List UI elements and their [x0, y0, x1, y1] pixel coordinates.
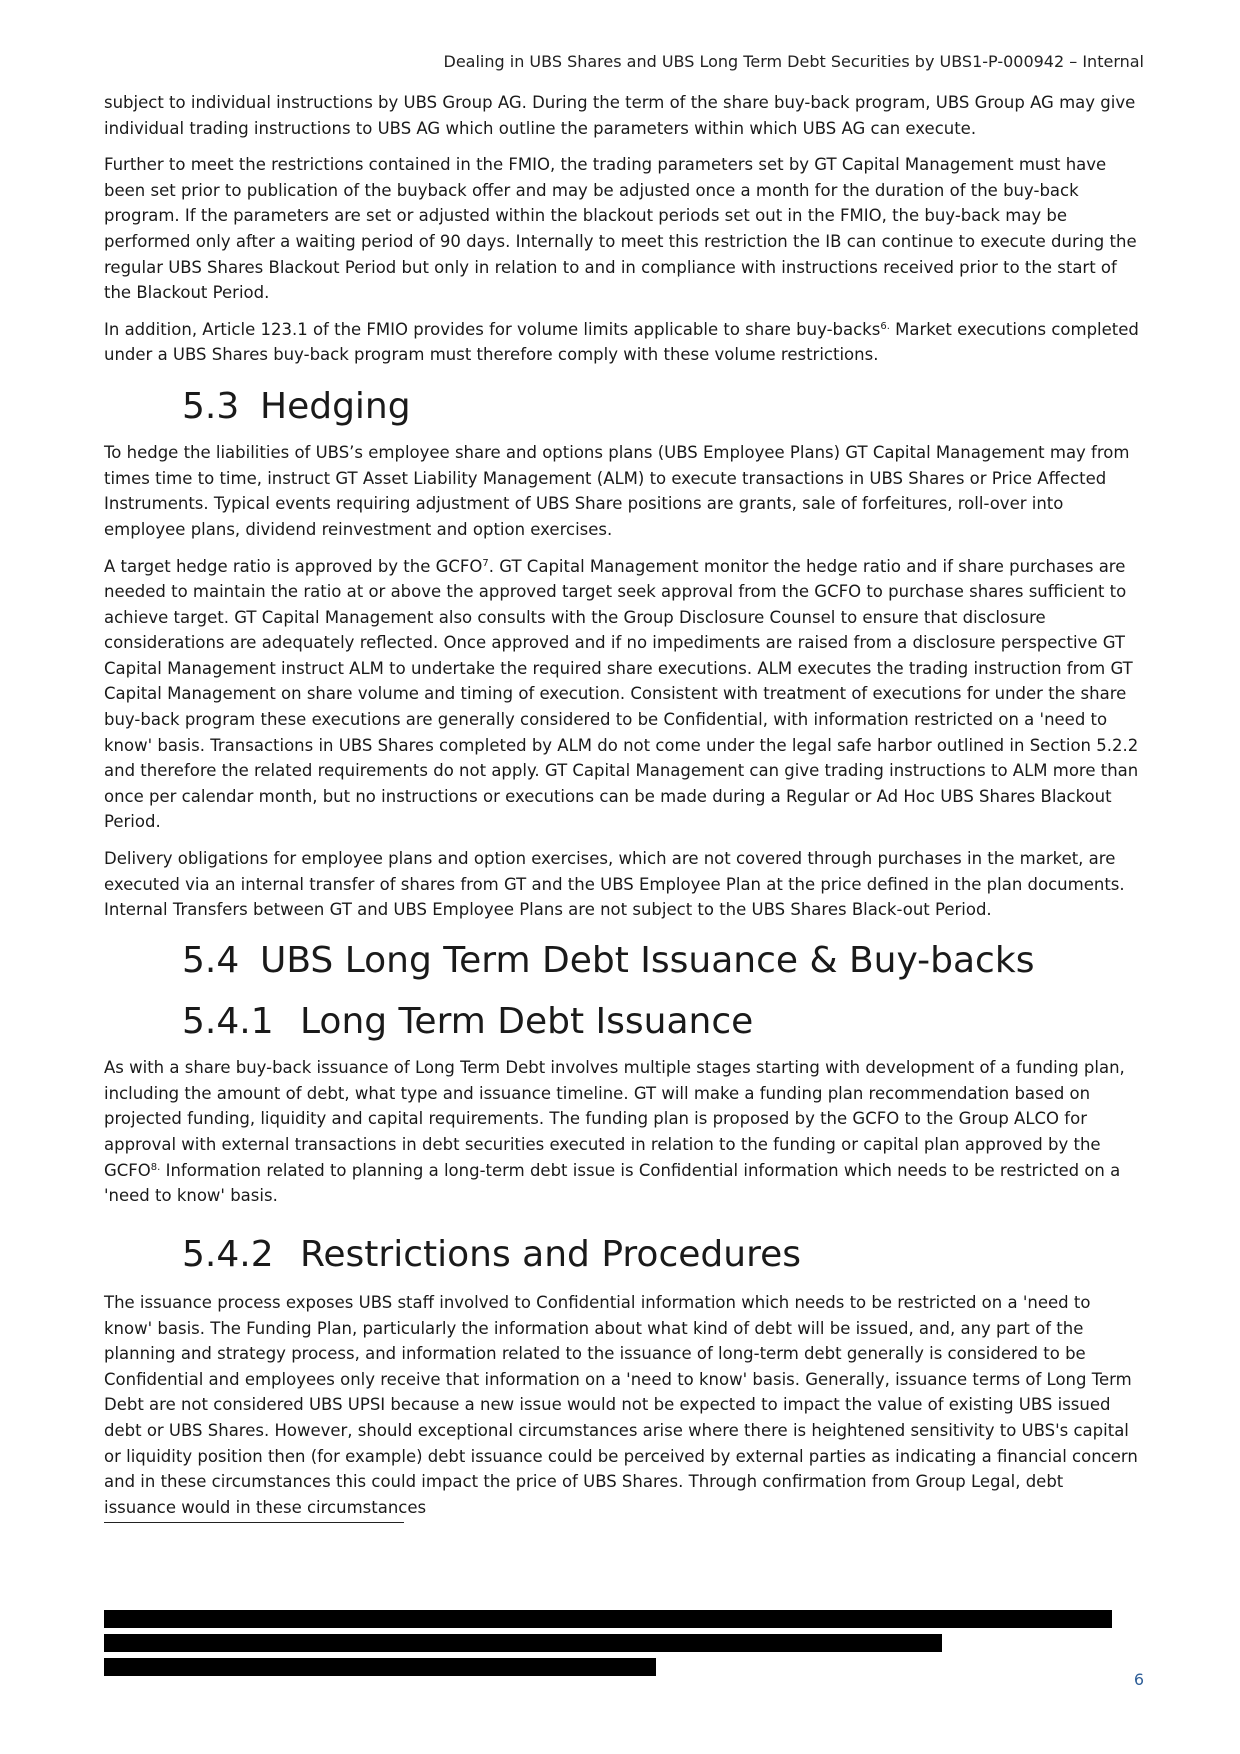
page-number: 6 — [1133, 1670, 1144, 1689]
paragraph-delivery-obligations: Delivery obligations for employee plans and option exercises, which are not covered through purchases in the market, are executed via an internal transfer of shares from GT and the UBS Employee Plan at the price defined in the plan documents. Internal Transfers between GT and UBS Employee Plans are not subject to the UBS Shares Black-out Period. — [104, 849, 1125, 920]
heading-title: Long Term Debt Issuance — [300, 1001, 754, 1042]
text-run: As with a share buy-back issuance of Long Term Debt involves multiple stages starting with development of a funding plan, including the amount of debt, what type and issuance timeline. GT will make a funding plan recommendation based on projected funding, liquidity and capital requirements. The funding plan is proposed by the GCFO to the Group ALCO for approval with external transactions in debt securities executed in relation to the funding or capital plan approved by the GCFO — [104, 1058, 1125, 1180]
paragraph-restrictions: The issuance process exposes UBS staff involved to Confidential information which needs to be restricted on a 'need to know' basis. The Funding Plan, particularly the information about what kind of debt will be issued, and, any part of the planning and strategy process, and information related to the issuance of long-term debt generally is considered to be Confidential and employees only receive that information on a 'need to know' basis. Generally, issuance terms of Long Term Debt are not considered UBS UPSI because a new issue would not be expected to impact the value of existing UBS issued debt or UBS Shares. However, should exceptional circumstances arise where there is heightened sensitivity to UBS's capital or liquidity position then (for example) debt issuance could be perceived by external parties as indicating a financial concern and in these circumstances this could impact the price of UBS Shares. Through confirmation from Group Legal, debt issuance would in these circumstances — [104, 1292, 1138, 1517]
footnote-ref-6: 6. — [880, 320, 890, 332]
heading-title: UBS Long Term Debt Issuance & Buy-backs — [260, 939, 1035, 981]
heading-5-4 — [104, 939, 1139, 982]
heading-5-4-1 — [104, 1000, 1139, 1043]
redaction-bar — [104, 1634, 942, 1652]
footnote-separator — [104, 1522, 404, 1523]
redaction-bar — [104, 1658, 656, 1676]
heading-title: Hedging — [260, 385, 411, 427]
paragraph-hedging-intro: To hedge the liabilities of UBS’s employee share and options plans (UBS Employee Plans) GT Capital Management may from times time to time, instruct GT Asset Liability Management (ALM) to execute transactions in UBS Shares or Price Affected Instruments. Typical events requiring adjustment of UBS Share positions are grants, sale of forfeitures, roll-over into employee plans, dividend reinvestment and option exercises. — [104, 443, 1130, 539]
running-header: Dealing in UBS Shares and UBS Long Term Debt Securities by UBS1-P-000942 – Internal — [443, 52, 1144, 71]
footnote-ref-8: 8. — [150, 1161, 161, 1173]
text-run: Information related to planning a long-term debt issue is Confidential information which needs to be restricted on a 'need to know' basis. — [104, 1160, 1121, 1206]
paragraph-debt-issuance — [104, 1055, 1139, 1209]
heading-5-4-2 — [104, 1233, 1139, 1276]
heading-number: 5.4.2 — [182, 1233, 274, 1275]
paragraph-fmio-restrictions: Further to meet the restrictions contained in the FMIO, the trading parameters set by GT Capital Management must have been set prior to publication of the buyback offer and may be adjusted once a month for the duration of the buy-back program. If the parameters are set or adjusted within the blackout periods set out in the FMIO, the buy-back may be performed only after a waiting period of 90 days. Internally to meet this restriction the IB can continue to execute during the regular UBS Shares Blackout Period but only in relation to and in compliance with instructions received prior to the start of the Blackout Period. — [104, 155, 1137, 303]
paragraph-hedge-ratio — [104, 554, 1139, 836]
heading-number: 5.4 — [182, 939, 240, 981]
heading-number: 5.4.1 — [182, 1001, 274, 1042]
heading-title: Restrictions and Procedures — [300, 1233, 801, 1275]
text-run: . GT Capital Management monitor the hedge ratio and if share purchases are needed to maintain the ratio at or above the approved target seek approval from the GCFO to purchase shares sufficient to achieve target. GT Capital Management also consults with the Group Disclosure Counsel to ensure that disclosure considerations are adequately reflected. Once approved and if no impediments are raised from a disclosure perspective GT Capital Management instruct ALM to undertake the required share executions. ALM executes the trading instruction from GT Capital Management on share volume and timing of execution. Consistent with treatment of executions for under the share buy-back program these executions are generally considered to be Confidential, with information restricted on a 'need to know' basis. Transactions in UBS Shares completed by ALM do not come under the legal safe harbor outlined in Section 5.2.2 and therefore the related requirements do not apply. GT Capital Management can give trading instructions to ALM more than once per calendar month, but no instructions or executions can be made during a Regular or Ad Hoc UBS Shares Blackout Period. — [104, 556, 1139, 832]
text-run: Market executions completed under a UBS Shares buy-back program must therefore comply with these volume restrictions. — [104, 319, 1139, 365]
heading-5-3 — [104, 385, 1139, 428]
document-body — [104, 90, 1139, 1531]
heading-number: 5.3 — [182, 385, 240, 427]
footnote-ref-7: 7 — [482, 557, 489, 569]
text-run: A target hedge ratio is approved by the GCFO — [104, 556, 483, 576]
paragraph-volume-limits — [104, 317, 1139, 368]
paragraph-buyback-instructions: subject to individual instructions by UBS Group AG. During the term of the share buy-back program, UBS Group AG may give individual trading instructions to UBS AG which outline the parameters within which UBS AG can execute. — [104, 93, 1136, 138]
redaction-bar — [104, 1610, 1112, 1628]
text-run: In addition, Article 123.1 of the FMIO provides for volume limits applicable to share buy-backs — [104, 319, 881, 339]
